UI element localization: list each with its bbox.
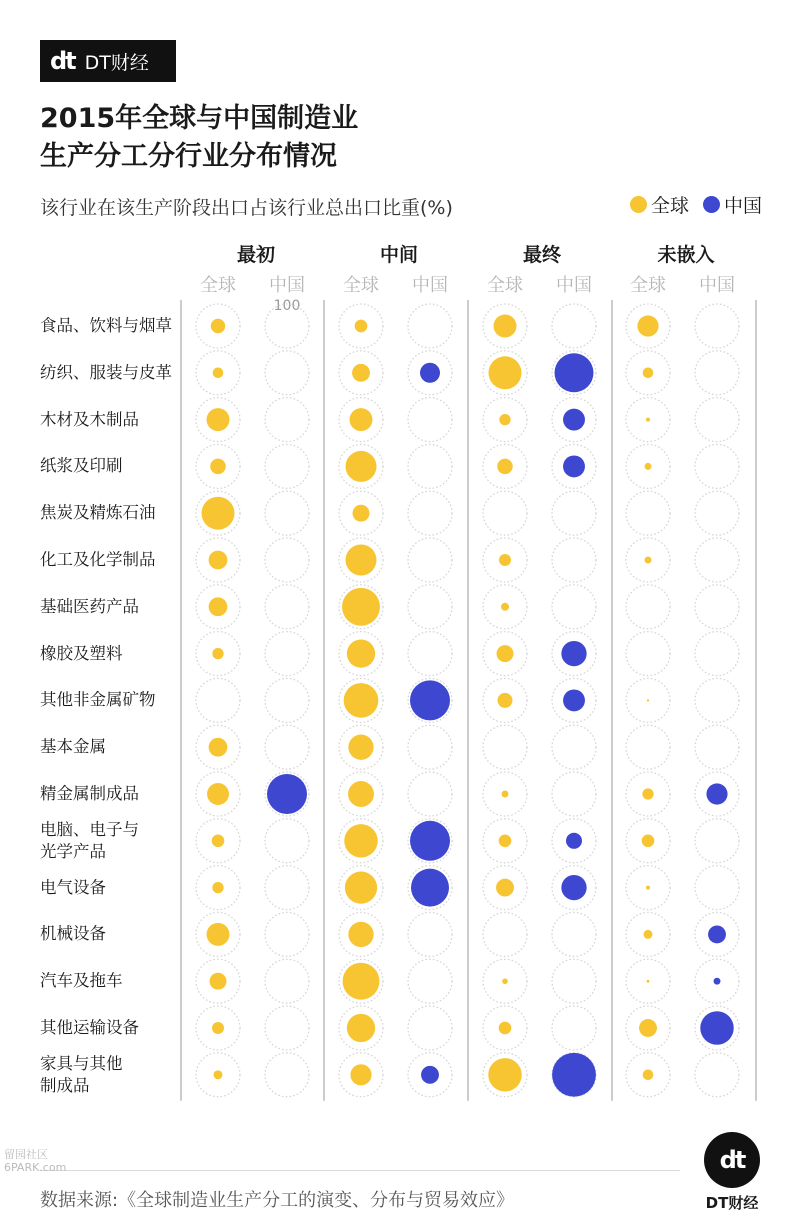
bubble-china (555, 353, 594, 392)
reference-ring (265, 444, 309, 488)
bubble-global (348, 922, 373, 947)
bubble-global (639, 1019, 657, 1037)
row-label-line: 制成品 (40, 1075, 90, 1095)
bubble-china (561, 641, 586, 666)
reference-ring (695, 678, 739, 722)
row-label (40, 315, 172, 337)
reference-ring (265, 1053, 309, 1097)
brand-mark: dt (50, 47, 75, 75)
bubble-china (700, 1011, 733, 1044)
reference-ring (408, 398, 452, 442)
bubble-china (267, 774, 307, 814)
reference-ring (265, 351, 309, 395)
row-label-line: 光学产品 (40, 841, 106, 861)
reference-ring (695, 866, 739, 910)
bubble-global (498, 693, 513, 708)
bubble-global (499, 414, 510, 425)
reference-ring (695, 725, 739, 769)
bubble-china (552, 1053, 596, 1097)
bubble-china (410, 680, 450, 720)
bubble-china (706, 783, 727, 804)
row-label-line: 纸浆及印刷 (40, 456, 123, 476)
bubble-global (344, 683, 379, 718)
reference-ring (265, 538, 309, 582)
bubble-china (411, 869, 449, 907)
bubble-global (210, 973, 227, 990)
bubble-global (344, 824, 377, 857)
row-label (40, 689, 156, 711)
bubble-global (645, 463, 652, 470)
bubble-china (563, 409, 585, 431)
reference-ring (408, 1006, 452, 1050)
row-label-line: 橡胶及塑料 (40, 643, 123, 663)
reference-ring (265, 959, 309, 1003)
row-label (40, 877, 106, 899)
row-label-line: 其他运输设备 (40, 1018, 139, 1037)
scale-label: 100 (273, 298, 301, 314)
legend-label-global: 全球 (650, 195, 689, 217)
col-head-not-embedded-china: 中国 (699, 275, 735, 296)
bubble-global (353, 505, 370, 522)
row-label-line: 电脑、电子与 (40, 819, 139, 839)
bubble-global (207, 783, 229, 805)
reference-ring (552, 585, 596, 629)
row-label (40, 1053, 123, 1097)
reference-ring (552, 725, 596, 769)
bubble-china (410, 821, 450, 861)
data-source: 数据来源:《全球制造业生产分工的演变、分布与贸易效应》 (40, 1190, 515, 1211)
bubble-global (212, 648, 223, 659)
bubble-global (209, 597, 228, 616)
bubble-global (502, 978, 508, 984)
bubble-china (420, 363, 440, 383)
bubble-global (647, 980, 650, 983)
bubble-china (561, 875, 586, 900)
reference-ring (408, 491, 452, 535)
bubble-global (212, 834, 225, 847)
bubble-global (211, 319, 225, 333)
forum-watermark-name: 留园社区 (4, 1148, 48, 1161)
reference-ring (695, 819, 739, 863)
bubble-global (350, 1064, 371, 1085)
bubble-global (348, 735, 373, 760)
bubble-global (346, 451, 377, 482)
reference-ring (695, 585, 739, 629)
reference-ring (626, 725, 670, 769)
reference-ring (552, 491, 596, 535)
reference-ring (265, 1006, 309, 1050)
row-label-line: 基本金属 (40, 737, 106, 757)
reference-ring (265, 632, 309, 676)
reference-ring (408, 304, 452, 348)
row-label-line: 化工及化学制品 (40, 550, 156, 569)
col-head-initial-global: 全球 (200, 275, 236, 296)
bubble-global (213, 368, 224, 379)
bubble-global (209, 551, 228, 570)
reference-ring (408, 585, 452, 629)
row-label-line: 汽车及拖车 (40, 971, 123, 991)
reference-ring (552, 912, 596, 956)
bubble-global (646, 418, 650, 422)
bubble-global (347, 1014, 375, 1042)
bubble-global (642, 788, 653, 799)
brand-name: DT财经 (84, 51, 149, 74)
bubble-global (497, 459, 512, 474)
reference-ring (408, 632, 452, 676)
row-label-line: 纺织、服装与皮革 (40, 362, 172, 382)
bubble-global (342, 588, 380, 626)
reference-ring (695, 398, 739, 442)
row-label (40, 736, 106, 758)
reference-ring (408, 959, 452, 1003)
col-head-final-global: 全球 (487, 275, 523, 296)
row-label-line: 焦炭及精炼石油 (40, 503, 156, 523)
chart-title-line-1: 2015年全球与中国制造业 (40, 103, 359, 134)
bubble-global (488, 1058, 521, 1091)
bubble-global (212, 882, 223, 893)
bubble-china (714, 978, 721, 985)
col-head-intermediate-china: 中国 (412, 275, 448, 296)
forum-watermark-site: 6PARK.com (4, 1161, 67, 1174)
reference-ring (626, 585, 670, 629)
col-head-final-china: 中国 (556, 275, 592, 296)
bubble-global (489, 356, 522, 389)
bubble-global (643, 1070, 654, 1081)
row-label-line: 基础医药产品 (40, 596, 139, 616)
row-label-line: 其他非金属矿物 (40, 690, 156, 710)
bubble-global (355, 320, 368, 333)
reference-ring (408, 444, 452, 488)
reference-ring (196, 678, 240, 722)
col-head-initial-china: 中国 (269, 275, 305, 296)
row-label (40, 502, 156, 524)
row-label (40, 970, 123, 992)
bubble-global (646, 886, 650, 890)
reference-ring (626, 491, 670, 535)
bubble-china (421, 1066, 439, 1084)
reference-ring (408, 912, 452, 956)
reference-ring (695, 538, 739, 582)
reference-ring (408, 725, 452, 769)
reference-ring (695, 491, 739, 535)
reference-ring (552, 304, 596, 348)
bubble-global (209, 738, 228, 757)
group-title-not-embedded: 未嵌入 (657, 244, 715, 266)
reference-ring (408, 772, 452, 816)
bubble-global (214, 1070, 223, 1079)
bubble-global (352, 364, 370, 382)
bubble-global (494, 315, 517, 338)
row-label (40, 455, 123, 477)
bubble-global (202, 497, 235, 530)
reference-ring (265, 491, 309, 535)
bubble-global (207, 408, 230, 431)
bubble-global (207, 923, 230, 946)
row-label-line: 家具与其他 (40, 1053, 123, 1073)
reference-ring (408, 538, 452, 582)
reference-ring (695, 351, 739, 395)
row-label-line: 精金属制成品 (40, 784, 139, 803)
row-label (40, 819, 139, 863)
bubble-global (343, 963, 380, 1000)
bubble-global (348, 781, 374, 807)
bubble-global (499, 554, 511, 566)
group-title-final: 最终 (522, 244, 562, 266)
legend-label-china: 中国 (723, 195, 762, 217)
row-label (40, 409, 139, 431)
reference-ring (695, 444, 739, 488)
reference-ring (265, 678, 309, 722)
bubble-global (350, 408, 373, 431)
reference-ring (265, 398, 309, 442)
row-label (40, 923, 106, 945)
col-head-not-embedded-global: 全球 (630, 275, 666, 296)
bubble-global (501, 603, 509, 611)
reference-ring (265, 819, 309, 863)
reference-ring (695, 304, 739, 348)
bubble-global (210, 459, 225, 474)
reference-ring (552, 1006, 596, 1050)
bubble-global (647, 699, 649, 701)
row-label (40, 549, 156, 571)
row-label (40, 596, 139, 618)
row-label (40, 1017, 139, 1039)
chart-title-line-2: 生产分工分行业分布情况 (40, 141, 337, 172)
bubble-china (566, 833, 582, 849)
row-label-line: 电气设备 (40, 877, 106, 897)
reference-ring (695, 1053, 739, 1097)
row-label (40, 643, 123, 665)
forum-watermark (4, 1148, 66, 1174)
row-label (40, 783, 139, 805)
bubble-china (563, 455, 585, 477)
reference-ring (552, 959, 596, 1003)
reference-ring (626, 632, 670, 676)
row-label-line: 机械设备 (40, 924, 106, 944)
footer-logo: dt (704, 1132, 760, 1188)
reference-ring (265, 725, 309, 769)
bubble-china (563, 689, 585, 711)
reference-ring (483, 725, 527, 769)
row-label (40, 362, 172, 384)
bubble-global (347, 639, 375, 667)
bubble-china (708, 925, 726, 943)
bubble-global (346, 545, 377, 576)
bubble-global (644, 930, 653, 939)
bubble-global (345, 871, 377, 903)
bubble-global (637, 315, 658, 336)
footer-divider (40, 1170, 680, 1171)
reference-ring (265, 912, 309, 956)
footer-logo-text: DT财经 (705, 1194, 759, 1212)
bubble-global (499, 1022, 512, 1035)
bubble-global (212, 1022, 224, 1034)
reference-ring (265, 304, 309, 348)
bubble-global (643, 368, 654, 379)
bubble-global (645, 557, 652, 564)
group-title-initial: 最初 (236, 244, 276, 266)
bubble-global (497, 645, 514, 662)
col-head-intermediate-global: 全球 (343, 275, 379, 296)
bubble-global (499, 834, 512, 847)
reference-ring (552, 538, 596, 582)
row-label-line: 木材及木制品 (40, 409, 139, 429)
bubble-global (642, 834, 655, 847)
row-label-line: 食品、饮料与烟草 (40, 316, 172, 335)
bubble-global (496, 879, 514, 897)
reference-ring (552, 772, 596, 816)
group-title-intermediate: 中间 (379, 244, 419, 266)
reference-ring (695, 632, 739, 676)
bubble-global (502, 791, 509, 798)
reference-ring (483, 491, 527, 535)
chart-subtitle: 该行业在该生产阶段出口占该行业总出口比重(%) (40, 197, 453, 219)
reference-ring (265, 585, 309, 629)
reference-ring (483, 912, 527, 956)
reference-ring (265, 866, 309, 910)
